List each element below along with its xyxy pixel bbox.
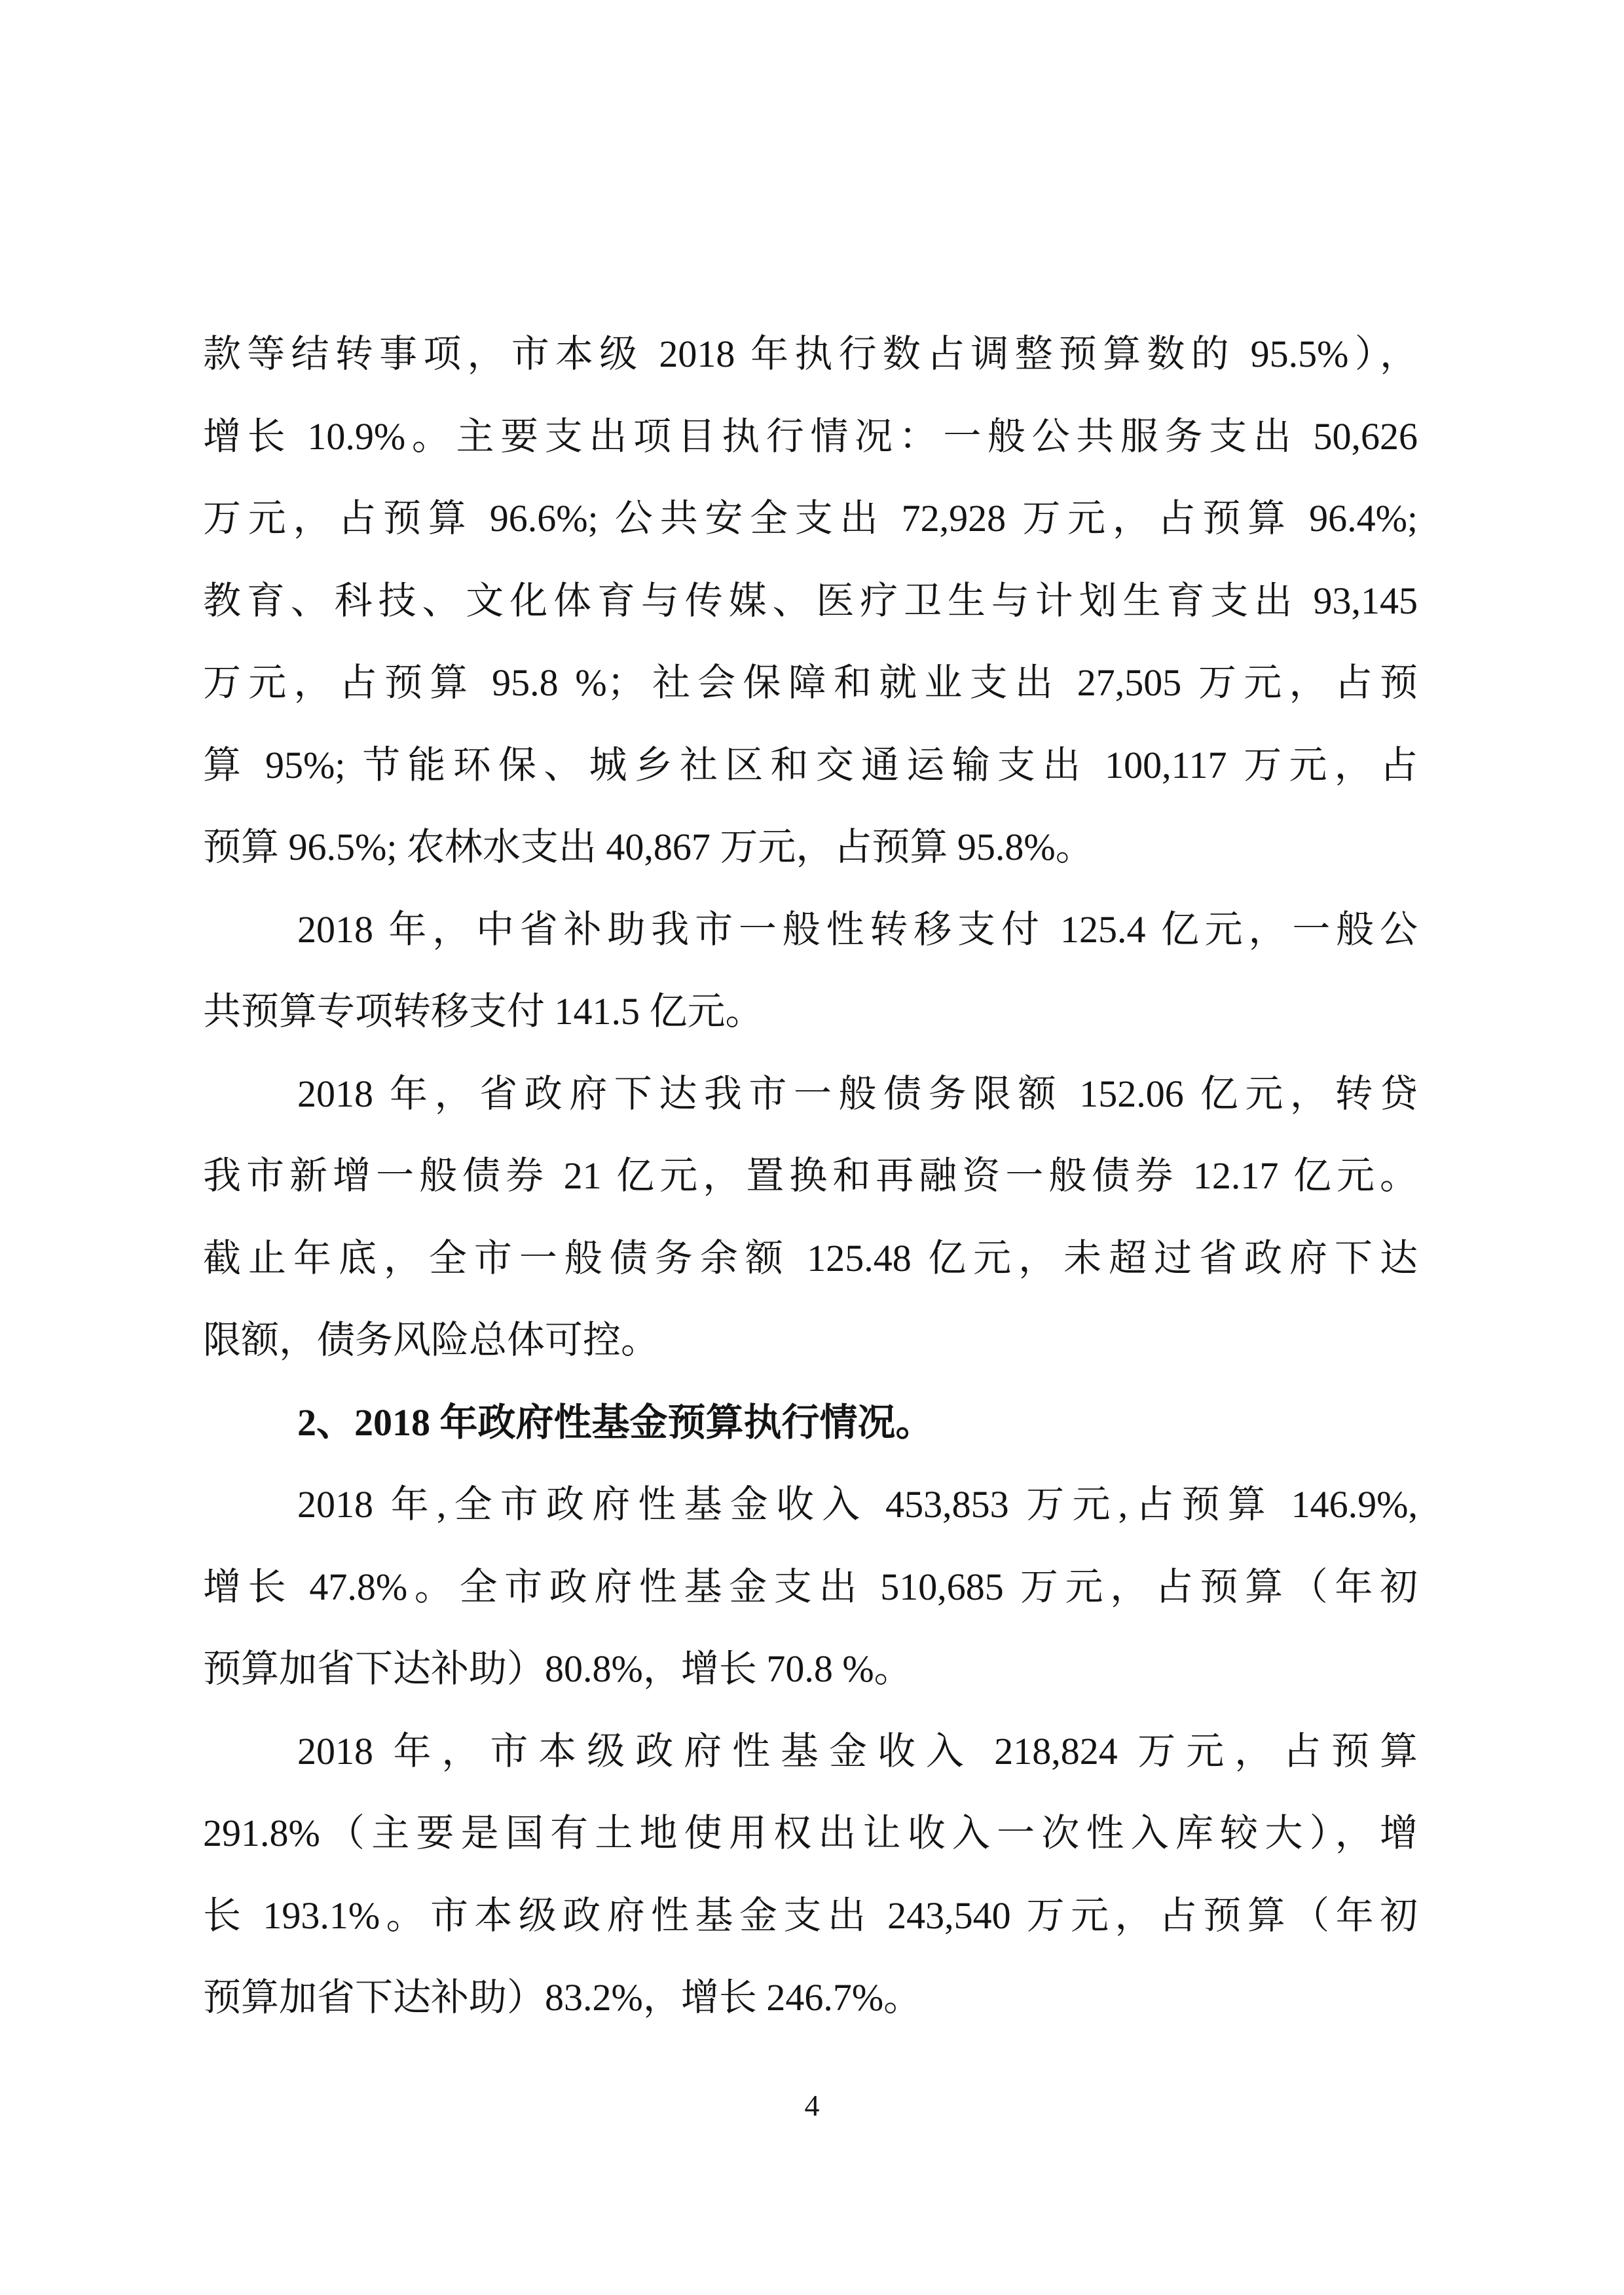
text-line: 预算 96.5%; 农林水支出 40,867 万元，占预算 95.8%。: [203, 826, 1094, 868]
text-line: 291.8%（主要是国有土地使用权出让收入一次性入库较大），增: [203, 1812, 1418, 1854]
text-line: 增长 47.8%。全市政府性基金支出 510,685 万元，占预算（年初: [203, 1565, 1418, 1608]
text-line: 2018 年,全市政府性基金收入 453,853 万元,占预算 146.9%,: [297, 1483, 1418, 1526]
text-line: 算 95%; 节能环保、城乡社区和交通运输支出 100,117 万元，占: [203, 743, 1418, 786]
text-line: 2018 年，市本级政府性基金收入 218,824 万元，占预算: [297, 1729, 1418, 1772]
text-line: 万元，占预算 95.8 %；社会保障和就业支出 27,505 万元，占预: [203, 661, 1418, 704]
text-line: 2018 年，中省补助我市一般性转移支付 125.4 亿元，一般公: [297, 908, 1418, 951]
text-line: 我市新增一般债券 21 亿元，置换和再融资一般债券 12.17 亿元。: [203, 1154, 1418, 1197]
text-line: 款等结转事项，市本级 2018 年执行数占调整预算数的 95.5%），: [203, 333, 1418, 375]
page-number: 4: [804, 2089, 820, 2122]
text-line: 教育、科技、文化体育与传媒、医疗卫生与计划生育支出 93,145: [203, 579, 1418, 622]
text-line: 限额，债务风险总体可控。: [203, 1319, 659, 1361]
text-line: 万元，占预算 96.6%; 公共安全支出 72,928 万元，占预算 96.4%;: [203, 497, 1418, 540]
text-line: 长 193.1%。市本级政府性基金支出 243,540 万元，占预算（年初: [203, 1894, 1418, 1937]
text-block: [203, 313, 1418, 2039]
text-line: 共预算专项转移支付 141.5 亿元。: [203, 990, 764, 1033]
text-line: 2018 年，省政府下达我市一般债务限额 152.06 亿元，转贷: [297, 1072, 1418, 1115]
text-line: 截止年底，全市一般债务余额 125.48 亿元，未超过省政府下达: [203, 1236, 1418, 1279]
section-heading: 2、2018 年政府性基金预算执行情况。: [297, 1401, 934, 1444]
text-line: 预算加省下达补助）80.8%，增长 70.8 %。: [203, 1647, 912, 1690]
text-line: 预算加省下达补助）83.2%，增长 246.7%。: [203, 1976, 922, 2019]
text-line: 增长 10.9%。主要支出项目执行情况：一般公共服务支出 50,626: [203, 414, 1418, 458]
